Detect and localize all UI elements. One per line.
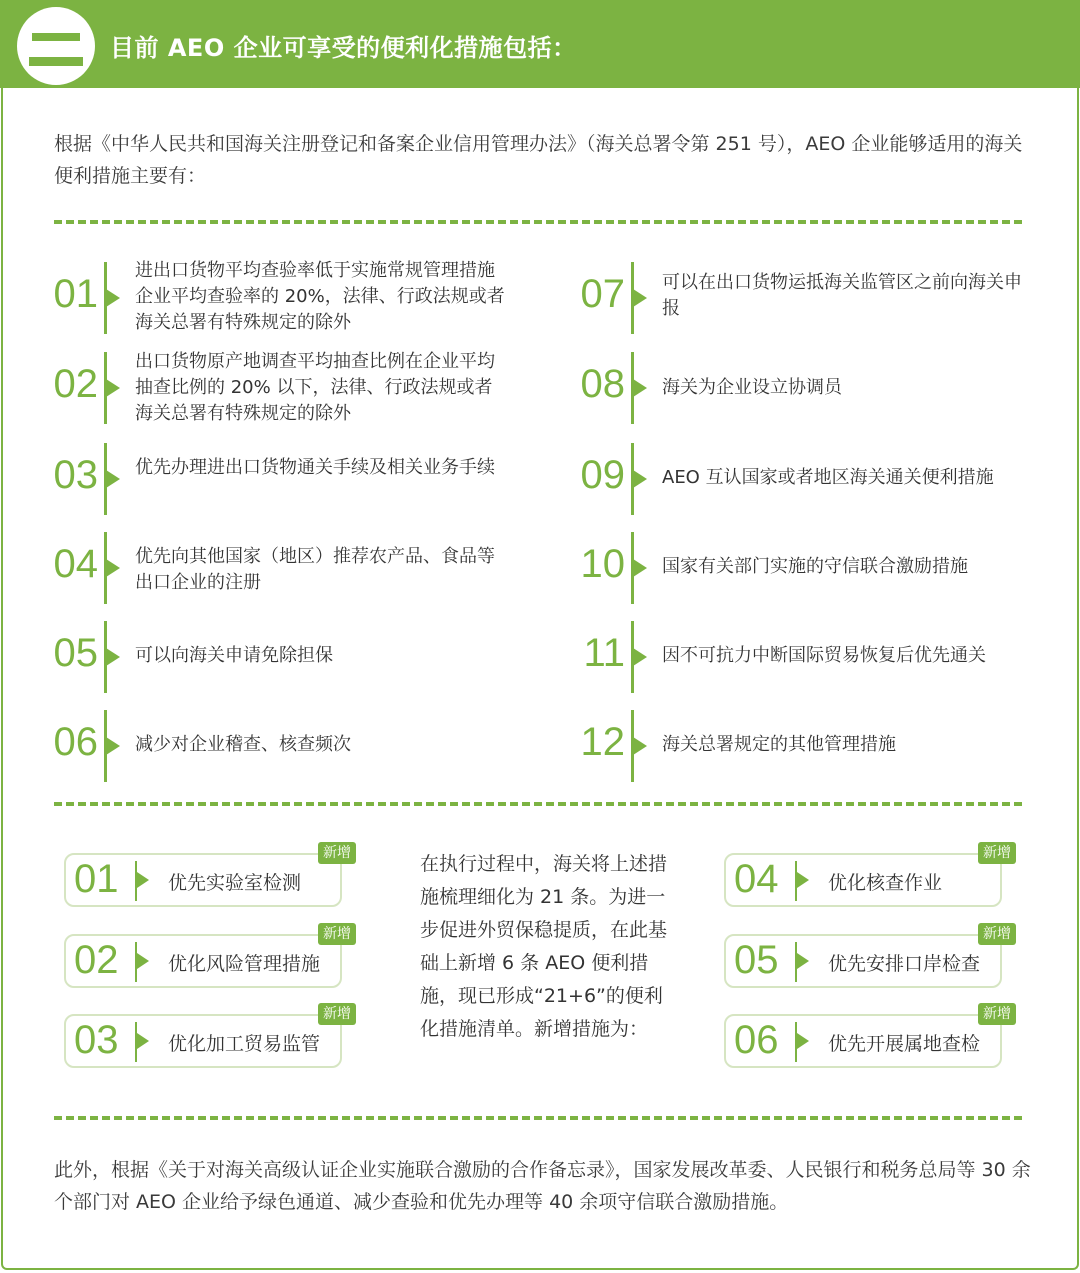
measure-item [40, 710, 520, 782]
arrow-right-icon [106, 648, 120, 666]
arrow-right-icon [633, 470, 647, 488]
measure-number: 03 [53, 453, 98, 497]
new-measure-number: 06 [734, 1018, 779, 1062]
measure-text: 因不可抗力中断国际贸易恢复后优先通关 [662, 645, 986, 666]
measure-text: 海关为企业设立协调员 [662, 377, 842, 398]
new-measure-box [64, 926, 351, 988]
arrow-right-icon [797, 872, 809, 888]
measure-text: AEO 互认国家或者地区海关通关便利措施 [662, 467, 994, 488]
new-measure-box [724, 926, 1011, 988]
new-tag: 新增 [318, 1003, 356, 1025]
arrow-right-icon [106, 379, 120, 397]
new-measure-number: 04 [734, 857, 779, 901]
new-tag: 新增 [978, 1003, 1016, 1025]
measure-item [567, 262, 1037, 334]
new-measure-text: 优先安排口岸检查 [828, 953, 981, 975]
measure-number: 07 [580, 272, 625, 316]
measure-number: 01 [53, 272, 98, 316]
new-measure-text: 优化风险管理措施 [168, 953, 321, 975]
arrow-right-icon [106, 737, 120, 755]
measure-text: 优先办理进出口货物通关手续及相关业务手续 [135, 457, 495, 478]
arrow-right-icon [797, 953, 809, 969]
new-measure-text: 优化核查作业 [828, 872, 943, 894]
section-title: 目前 AEO 企业可享受的便利化措施包括： [110, 34, 577, 62]
measure-number: 11 [583, 631, 625, 675]
new-measure-text: 优化加工贸易监管 [168, 1033, 321, 1055]
measure-item [567, 352, 1037, 424]
measure-item [567, 443, 1037, 515]
new-tag: 新增 [318, 923, 356, 945]
measure-number: 10 [580, 542, 625, 586]
new-measure-number: 01 [74, 857, 119, 901]
measure-item [40, 352, 520, 424]
measure-text: 海关总署规定的其他管理措施 [662, 734, 896, 755]
new-measure-box [724, 845, 1011, 907]
measure-text: 出口货物原产地调查平均抽查比例在企业平均抽查比例的 20% 以下，法律、行政法规或者海关总署有特殊规定的除外 [135, 351, 495, 424]
measure-number: 08 [580, 362, 625, 406]
arrow-right-icon [797, 1033, 809, 1049]
intro-paragraph: 根据《中华人民共和国海关注册登记和备案企业信用管理办法》（海关总署令第 251 号），AEO 企业能够适用的海关便利措施主要有： [54, 133, 1023, 187]
section-header [0, 0, 1080, 88]
measure-text: 减少对企业稽查、核查频次 [135, 734, 351, 755]
new-measure-number: 03 [74, 1018, 119, 1062]
new-tag: 新增 [978, 923, 1016, 945]
measure-item [567, 532, 1037, 604]
divider-top [54, 220, 1022, 224]
measure-text: 可以在出口货物运抵海关监管区之前向海关申报 [662, 272, 1022, 319]
new-measure-box [64, 1006, 351, 1068]
new-measure-text: 优先开展属地查检 [828, 1033, 981, 1055]
measure-text: 可以向海关申请免除担保 [135, 645, 333, 666]
measure-item [40, 532, 520, 604]
new-measure-box [64, 845, 351, 907]
footer-paragraph: 此外，根据《关于对海关高级认证企业实施联合激励的合作备忘录》，国家发展改革委、人民银行和税务总局等 30 余个部门对 AEO 企业给予绿色通道、减少查验和优先办理等 40 余项守信联合激励措施。 [54, 1159, 1031, 1213]
measure-number: 09 [580, 453, 625, 497]
middle-paragraph: 在执行过程中，海关将上述措施梳理细化为 21 条。为进一步促进外贸保稳提质，在此基础上新增 6 条 AEO 便利措施，现已形成“21+6”的便利化措施清单。新增措施为： [420, 853, 668, 1040]
arrow-right-icon [137, 953, 149, 969]
measure-number: 05 [53, 631, 98, 675]
measure-number: 02 [53, 362, 98, 406]
divider-middle [54, 802, 1022, 806]
arrow-right-icon [633, 737, 647, 755]
section-number-badge [17, 7, 95, 85]
measure-number: 04 [53, 542, 98, 586]
measure-text: 进出口货物平均查验率低于实施常规管理措施企业平均查验率的 20%，法律、行政法规或者海关总署有特殊规定的除外 [135, 260, 505, 333]
measure-item [567, 710, 1037, 782]
new-measure-text: 优先实验室检测 [168, 872, 302, 894]
measure-number: 12 [580, 720, 625, 764]
arrow-right-icon [106, 559, 120, 577]
arrow-right-icon [633, 289, 647, 307]
arrow-right-icon [633, 648, 647, 666]
measure-text: 优先向其他国家（地区）推荐农产品、食品等出口企业的注册 [135, 546, 495, 593]
arrow-right-icon [633, 379, 647, 397]
badge-stroke-top [32, 33, 80, 41]
arrow-right-icon [633, 559, 647, 577]
new-measure-box [724, 1006, 1011, 1068]
new-tag: 新增 [978, 842, 1016, 864]
arrow-right-icon [137, 872, 149, 888]
new-measure-number: 02 [74, 938, 119, 982]
measure-text: 国家有关部门实施的守信联合激励措施 [662, 556, 968, 577]
arrow-right-icon [137, 1033, 149, 1049]
divider-bottom [54, 1116, 1022, 1120]
arrow-right-icon [106, 289, 120, 307]
arrow-right-icon [106, 470, 120, 488]
badge-stroke-bottom [29, 57, 83, 66]
new-measure-number: 05 [734, 938, 779, 982]
measure-item [40, 262, 520, 334]
new-tag: 新增 [318, 842, 356, 864]
measure-number: 06 [53, 720, 98, 764]
measure-item [40, 443, 520, 515]
measure-item [567, 621, 1037, 693]
measure-item [40, 621, 520, 693]
